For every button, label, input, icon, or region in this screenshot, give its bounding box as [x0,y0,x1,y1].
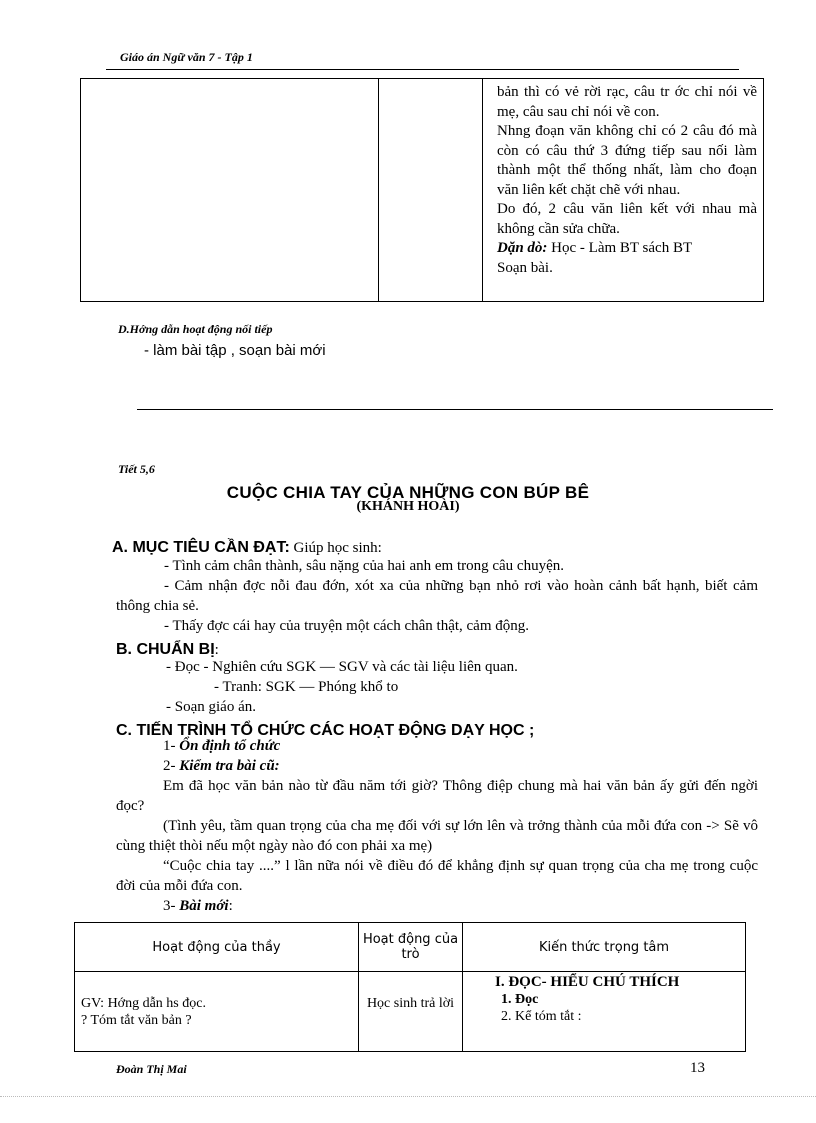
footer-author: Đoàn Thị Mai [116,1062,187,1076]
review-answer: (Tình yêu, tầm quan trọng của cha mẹ đối với sự lớn lên và trởng thành của mỗi đứa con -> Sẽ vô cùng thiệt thòi nếu một ngày nào đó con phải xa mẹ) [116,818,758,854]
homework-label: Dặn dò: [497,240,548,256]
prep-item: - Tranh: SGK — Phóng khổ to [214,679,399,695]
header-title: Giáo án Ngữ văn 7 - Tập 1 [120,50,253,64]
homework-line [497,239,757,259]
teacher-cell [75,972,359,1052]
top-table [80,78,764,302]
step-3 [116,896,758,916]
section-b-heading: B. CHUẨN BỊ [116,641,215,658]
section-b-colon: : [214,642,219,658]
step-1 [116,736,758,756]
section-a-heading: A. MỤC TIÊU CẦN ĐẠT: [112,539,290,556]
review-question: Em đã học văn bản nào từ đầu năm tới giờ? Thông điệp chung mà hai văn bản ấy gửi đến ngời đọc? [116,778,758,814]
knowledge-title: I. ĐỌC- HIỂU CHÚ THÍCH [495,974,680,990]
header-divider [106,69,739,70]
prep-item: - Đọc - Nghiên cứu SGK — SGV và các tài liệu liên quan. [166,659,518,675]
knowledge-cell [463,972,746,1052]
top-table-col-student [379,79,483,302]
step-2-text: Kiểm tra bài cũ: [179,758,280,774]
top-table-line: Do đó, 2 câu văn liên kết với nhau mà không cần sửa chữa. [497,201,757,237]
homework-line-2: Soạn bài. [497,259,553,276]
activity-table [74,922,746,1052]
objective-item: - Tình cảm chân thành, sâu nặng của hai anh em trong câu chuyện. [164,558,564,574]
prep-item: - Soạn giáo án. [166,699,256,715]
step-2-num: 2- [163,758,180,774]
lesson-period: Tiết 5,6 [118,462,155,476]
lesson-title: CUỘC CHIA TAY CỦA NHỮNG CON BÚP BÊ [226,483,590,502]
knowledge-item-1: 1. Đọc [501,992,539,1007]
section-b-body [116,657,758,717]
header-knowledge: Kiến thức trọng tâm [463,923,746,972]
section-a-heading-line [112,538,382,558]
top-table-line: Nhng đoạn văn không chỉ có 2 câu đó mà còn có câu thứ 3 đứng tiếp sau nối làm thành một thể thống nhất, làm cho đoạn văn liên kết chặt chẽ với nhau. [497,123,757,198]
section-d-title: D.Hớng dẫn hoạt động nối tiếp [118,322,273,336]
lesson-intro: “Cuộc chia tay ....” l lần nữa nói về điều đó để khẳng định sự quan trọng của cha mẹ trong cuộc đời của mỗi đứa con. [116,858,758,894]
section-c-heading: C. TIẾN TRÌNH TỔ CHỨC CÁC HOẠT ĐỘNG DẠY HỌC ; [116,722,535,739]
section-separator [137,409,773,410]
header-teacher: Hoạt động của thầy [75,923,359,972]
step-2 [116,756,758,776]
step-3-text: Bài mới [179,898,229,914]
step-1-text: Ổn định tổ chức [179,738,281,754]
objective-item: - Cảm nhận đợc nỗi đau đớn, xót xa của những bạn nhỏ rơi vào hoàn cảnh bất hạnh, biết cảm thông chia sẻ. [116,578,758,614]
step-1-num: 1- [163,738,180,754]
section-d-body: - làm bài tập , soạn bài mới [144,342,326,359]
lesson-author: (KHÁNH HOÀI) [356,499,460,514]
section-a-intro: Giúp học sinh: [289,540,382,556]
teacher-line: ? Tóm tắt văn bản ? [81,1013,192,1028]
teacher-line: GV: Hớng dẫn hs đọc. [81,996,206,1011]
top-table-col-knowledge [483,79,764,302]
top-table-line: bản thì có vẻ rời rạc, câu tr ớc chỉ nói về mẹ, câu sau chỉ nói về con. [497,84,757,120]
objective-item: - Thấy đợc cái hay của truyện một cách chân thật, cảm động. [164,618,530,634]
step-3-colon: : [228,898,233,914]
student-cell: Học sinh trả lời [359,972,463,1052]
page-bottom-rule [0,1096,816,1097]
section-a-body [116,556,758,636]
page-number: 13 [690,1060,705,1076]
step-3-num: 3- [163,898,180,914]
section-c-body [116,736,758,916]
header-student: Hoạt động của trò [359,923,463,972]
top-table-col-teacher [81,79,379,302]
homework-text: Học - Làm BT sách BT [547,240,693,256]
knowledge-item-2: 2. Kể tóm tắt : [501,1009,582,1024]
